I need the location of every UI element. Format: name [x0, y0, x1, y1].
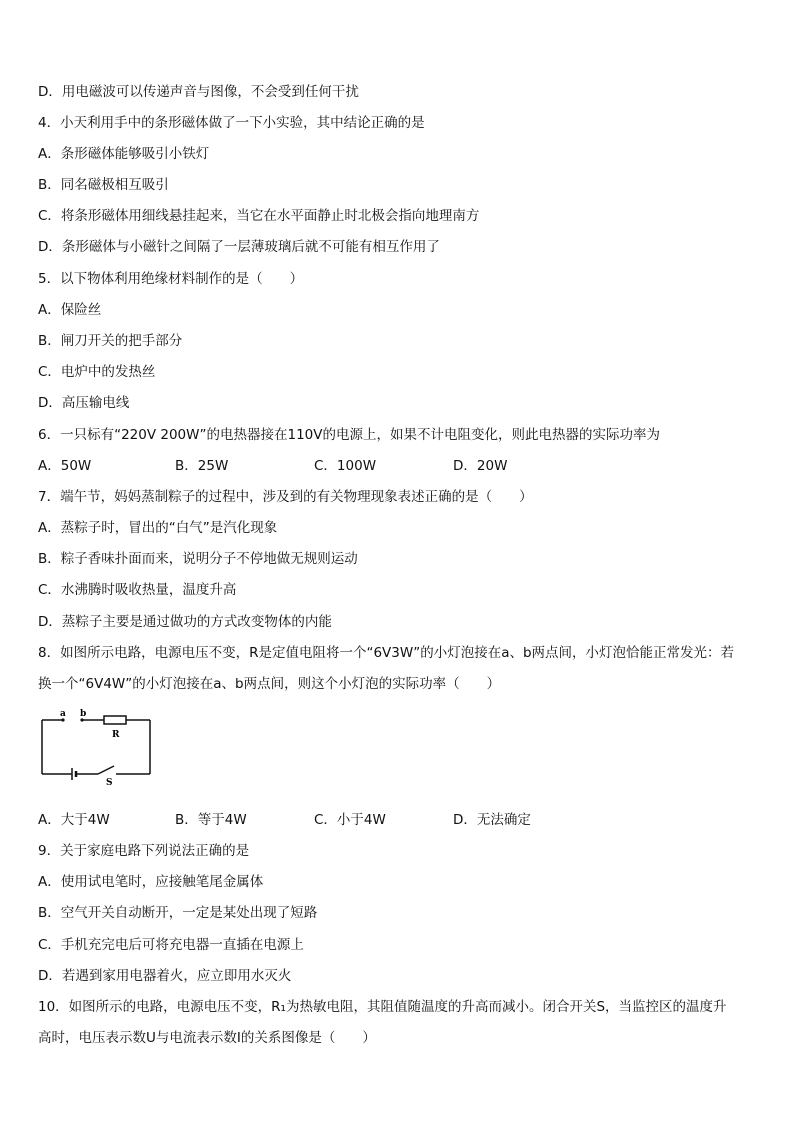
q8-circuit-diagram [38, 708, 158, 788]
q7-option-b: B．粽子香味扑面而来，说明分子不停地做无规则运动 [38, 551, 358, 567]
q5-option-d: D．高压输电线 [38, 395, 130, 411]
q5-stem: 5．以下物体利用绝缘材料制作的是（ ） [38, 271, 304, 287]
q5-option-c: C．电炉中的发热丝 [38, 364, 156, 380]
q6-stem: 6．一只标有“220V 200W”的电热器接在110V的电源上，如果不计电阻变化，则此电热器的实际功率为 [38, 427, 660, 443]
q9-option-b: B．空气开关自动断开，一定是某处出现了短路 [38, 905, 318, 921]
label-s: S [106, 778, 113, 788]
q8-stem-line1: 8．如图所示电路，电源电压不变，R是定值电阻将一个“6V3W”的小灯泡接在a、b两点间，小灯泡恰能正常发光：若 [38, 645, 735, 661]
q8-option-c: C．小于4W [314, 812, 386, 828]
q4-option-a: A．条形磁体能够吸引小铁灯 [38, 146, 210, 162]
q8-option-a: A．大于4W [38, 812, 110, 828]
q5-option-b: B．闸刀开关的把手部分 [38, 333, 183, 349]
label-r: R [112, 730, 120, 740]
q9-option-c: C．手机充完电后可将充电器一直插在电源上 [38, 937, 304, 953]
q7-option-a: A．蒸粽子时，冒出的“白气”是汽化现象 [38, 520, 278, 536]
q6-option-d: D．20W [453, 458, 508, 474]
q4-stem: 4．小天利用手中的条形磁体做了一下小实验，其中结论正确的是 [38, 115, 425, 131]
resistor-symbol [104, 716, 126, 724]
q4-option-b: B．同名磁极相互吸引 [38, 177, 169, 193]
q4-option-d: D．条形磁体与小磁针之间隔了一层薄玻璃后就不可能有相互作用了 [38, 239, 440, 255]
q7-option-c: C．水沸腾时吸收热量，温度升高 [38, 582, 237, 598]
q5-option-a: A．保险丝 [38, 302, 102, 318]
q7-option-d: D．蒸粽子主要是通过做功的方式改变物体的内能 [38, 614, 332, 630]
q9-option-a: A．使用试电笔时，应接触笔尾金属体 [38, 874, 264, 890]
q10-stem-line2: 高时，电压表示数U与电流表示数I的关系图像是（ ） [38, 1030, 376, 1046]
q9-option-d: D．若遇到家用电器着火，应立即用水灭火 [38, 968, 292, 984]
q8-option-b: B．等于4W [175, 812, 247, 828]
q7-stem: 7．端午节，妈妈蒸制粽子的过程中，涉及到的有关物理现象表述正确的是（ ） [38, 489, 533, 505]
q6-option-a: A．50W [38, 458, 92, 474]
label-a: a [60, 709, 66, 719]
q3-option-d: D．用电磁波可以传递声音与图像，不会受到任何干扰 [38, 84, 359, 100]
q6-option-b: B．25W [175, 458, 229, 474]
q8-option-d: D．无法确定 [453, 812, 531, 828]
q9-stem: 9．关于家庭电路下列说法正确的是 [38, 843, 250, 859]
q4-option-c: C．将条形磁体用细线悬挂起来，当它在水平面静止时北极会指向地理南方 [38, 208, 480, 224]
q6-option-c: C．100W [314, 458, 377, 474]
switch-symbol [98, 766, 114, 774]
q10-stem-line1: 10．如图所示的电路，电源电压不变，R₁为热敏电阻，其阻值随温度的升高而减小。闭合开关S，当监控区的温度升 [38, 999, 727, 1015]
label-b: b [80, 709, 87, 719]
q8-stem-line2: 换一个“6V4W”的小灯泡接在a、b两点间，则这个小灯泡的实际功率（ ） [38, 676, 501, 692]
